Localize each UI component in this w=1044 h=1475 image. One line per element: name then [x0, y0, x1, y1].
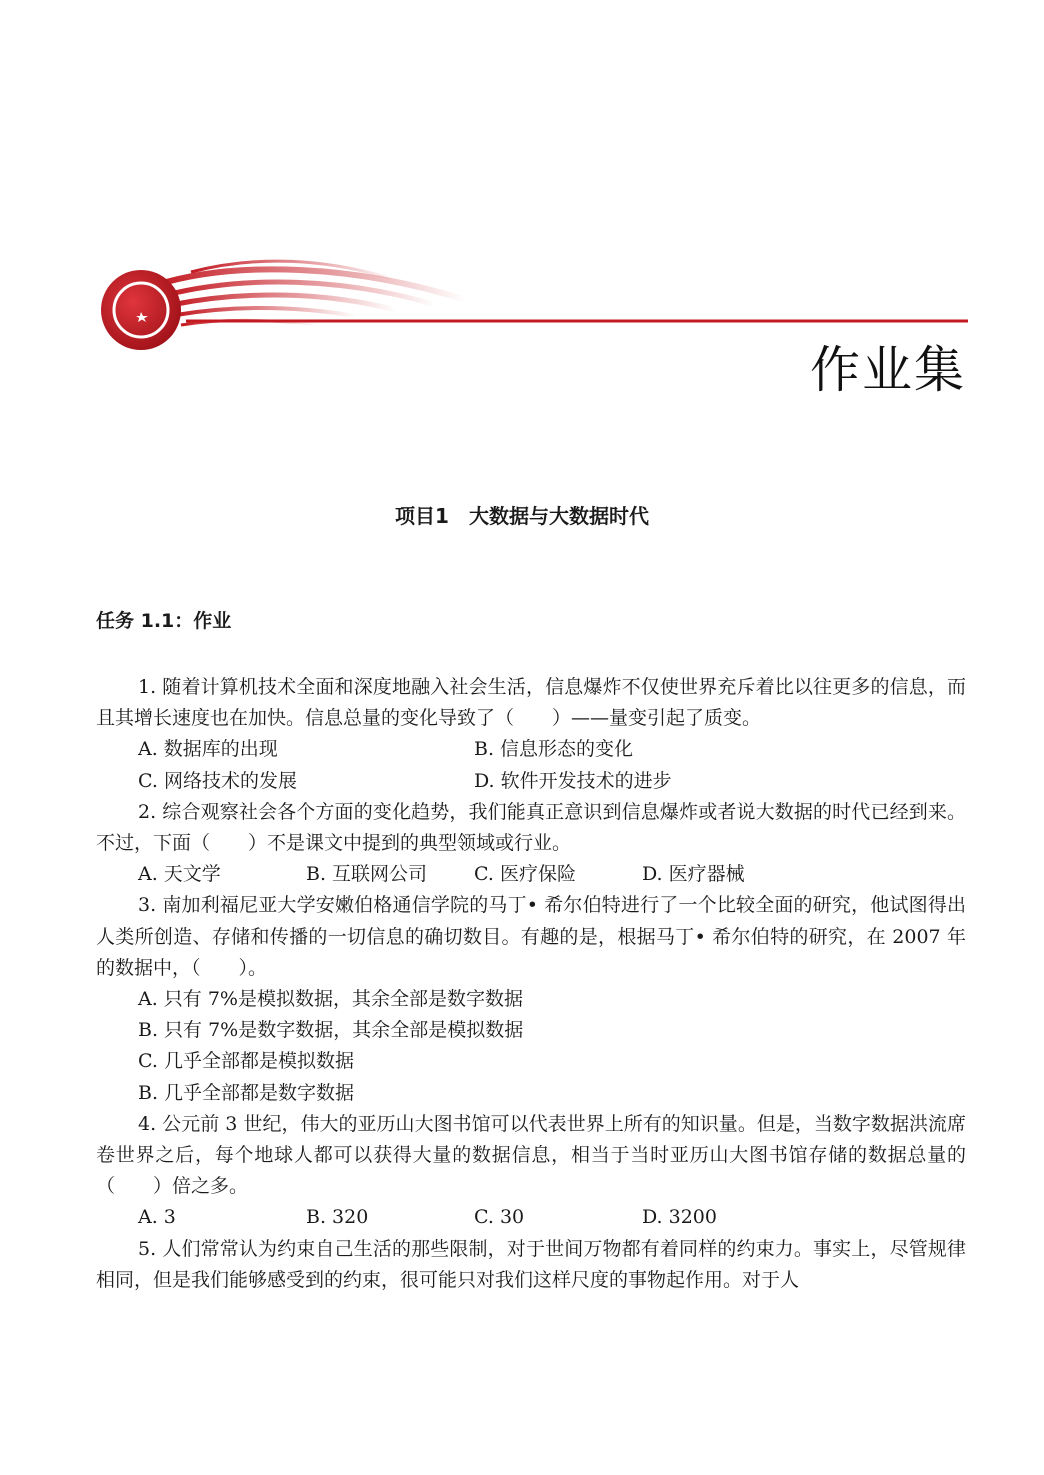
- project-title: 项目1 大数据与大数据时代: [395, 504, 649, 528]
- question-1: [96, 672, 966, 797]
- option-a: A. 数据库的出现: [138, 738, 278, 761]
- option-d: D. 3200: [642, 1206, 717, 1229]
- option-b: B. 互联网公司: [306, 863, 428, 886]
- question-2: [96, 797, 966, 891]
- question-stem: 2. 综合观察社会各个方面的变化趋势，我们能真正意识到信息爆炸或者说大数据的时代已经到来。不过，下面（ ）不是课文中提到的典型领域或行业。: [96, 800, 966, 855]
- question-stem: 4. 公元前 3 世纪，伟大的亚历山大图书馆可以代表世界上所有的知识量。但是，当数字数据洪流席卷世界之后，每个地球人都可以获得大量的数据信息，相当于当时亚历山大图书馆存储的数据总量的（ ）倍之多。: [96, 1112, 966, 1198]
- option-c: C. 几乎全部都是模拟数据: [138, 1050, 354, 1073]
- option-c: C. 医疗保险: [474, 863, 576, 886]
- option-d: B. 几乎全部都是数字数据: [138, 1081, 355, 1104]
- option-a: A. 天文学: [138, 863, 221, 886]
- question-3: [96, 890, 966, 1108]
- task-title: 任务 1.1：作业: [96, 610, 232, 632]
- option-a: A. 只有 7%是模拟数据，其余全部是数字数据: [138, 988, 523, 1011]
- question-stem: 1. 随着计算机技术全面和深度地融入社会生活，信息爆炸不仅使世界充斥着比以往更多的信息，而且其增长速度也在加快。信息总量的变化导致了（ ）——量变引起了质变。: [96, 676, 966, 730]
- option-b: B. 只有 7%是数字数据，其余全部是模拟数据: [138, 1019, 524, 1042]
- option-b: B. 信息形态的变化: [474, 738, 634, 761]
- option-d: D. 医疗器械: [642, 863, 745, 886]
- options-row: [96, 734, 966, 765]
- options-row: [96, 766, 966, 797]
- question-4: [96, 1109, 966, 1234]
- options-row: [96, 859, 966, 890]
- question-list: [96, 672, 966, 1296]
- option-b: B. 320: [306, 1206, 369, 1229]
- chapter-title: 作业集: [810, 341, 966, 399]
- question-stem: 3. 南加利福尼亚大学安嫩伯格通信学院的马丁• 希尔伯特进行了一个比较全面的研究，他试图得出人类所创造、存储和传播的一切信息的确切数目。有趣的是，根据马丁• 希尔伯特的研究，在 2007 年的数据中，（ ）。: [96, 894, 966, 979]
- option-d: D. 软件开发技术的进步: [474, 769, 672, 792]
- option-a: A. 3: [138, 1206, 176, 1229]
- question-5: [96, 1234, 966, 1296]
- question-stem: 5. 人们常常认为约束自己生活的那些限制，对于世间万物都有着同样的约束力。事实上，尽管规律相同，但是我们能够感受到的约束，很可能只对我们这样尺度的事物起作用。对于人: [96, 1237, 966, 1291]
- options-row: [96, 1202, 966, 1233]
- option-c: C. 30: [474, 1206, 525, 1229]
- option-c: C. 网络技术的发展: [138, 769, 297, 792]
